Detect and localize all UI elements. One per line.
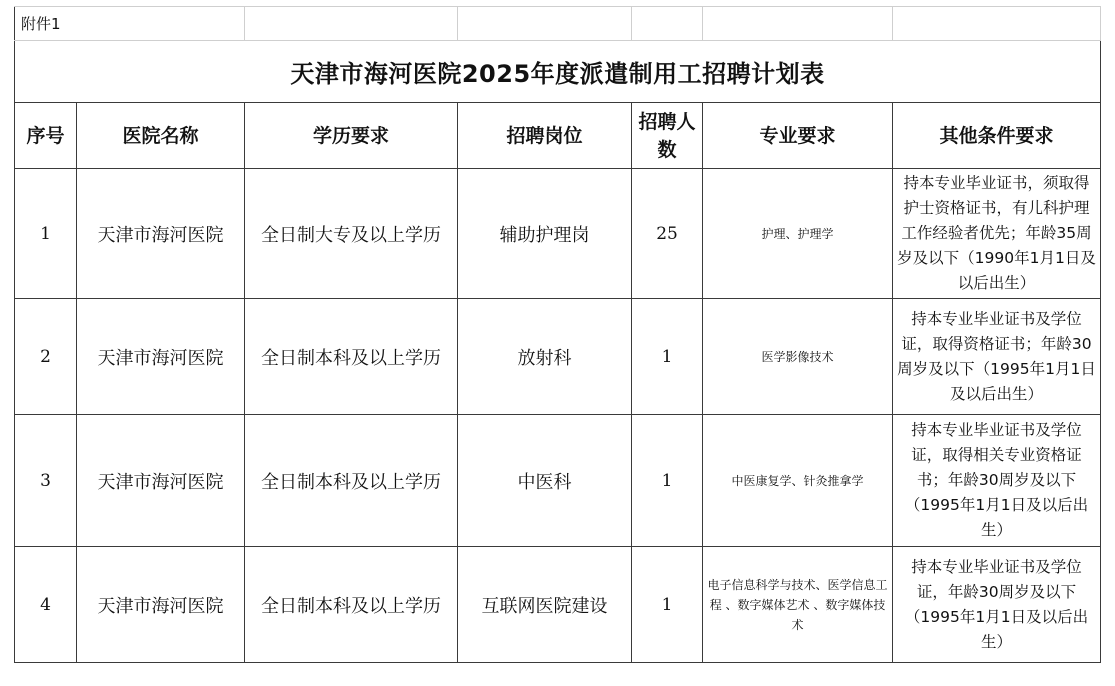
row-index: 1 — [15, 169, 77, 299]
row-education: 全日制大专及以上学历 — [245, 169, 458, 299]
header-education: 学历要求 — [245, 103, 458, 169]
row-conditions: 持本专业毕业证书及学位证，取得相关专业资格证书；年龄30周岁及以下（1995年1月1日及以后出生） — [893, 415, 1101, 547]
recruitment-plan-table — [14, 6, 1101, 663]
row-hospital: 天津市海河医院 — [77, 299, 245, 415]
table-row — [15, 299, 1101, 415]
row-education: 全日制本科及以上学历 — [245, 299, 458, 415]
title-row — [15, 41, 1101, 103]
empty-cell — [703, 7, 893, 41]
row-conditions: 持本专业毕业证书及学位证，年龄30周岁及以下（1995年1月1日及以后出生） — [893, 547, 1101, 663]
table-row — [15, 169, 1101, 299]
row-position: 辅助护理岗 — [458, 169, 632, 299]
row-position: 中医科 — [458, 415, 632, 547]
row-index: 4 — [15, 547, 77, 663]
row-index: 3 — [15, 415, 77, 547]
row-count: 1 — [632, 415, 703, 547]
header-conditions: 其他条件要求 — [893, 103, 1101, 169]
header-major: 专业要求 — [703, 103, 893, 169]
row-major: 护理、护理学 — [703, 169, 893, 299]
table-title: 天津市海河医院2025年度派遣制用工招聘计划表 — [15, 41, 1101, 103]
attachment-label: 附件1 — [15, 7, 245, 41]
row-education: 全日制本科及以上学历 — [245, 415, 458, 547]
header-count: 招聘人数 — [632, 103, 703, 169]
header-index: 序号 — [15, 103, 77, 169]
empty-cell — [632, 7, 703, 41]
row-major: 医学影像技术 — [703, 299, 893, 415]
row-hospital: 天津市海河医院 — [77, 169, 245, 299]
table-row — [15, 415, 1101, 547]
row-position: 互联网医院建设 — [458, 547, 632, 663]
row-conditions: 持本专业毕业证书，须取得护士资格证书，有儿科护理工作经验者优先；年龄35周岁及以下（1990年1月1日及以后出生） — [893, 169, 1101, 299]
header-position: 招聘岗位 — [458, 103, 632, 169]
row-major: 中医康复学、针灸推拿学 — [703, 415, 893, 547]
row-count: 1 — [632, 547, 703, 663]
empty-cell — [245, 7, 458, 41]
row-hospital: 天津市海河医院 — [77, 547, 245, 663]
empty-cell — [458, 7, 632, 41]
table-row — [15, 547, 1101, 663]
header-hospital: 医院名称 — [77, 103, 245, 169]
row-conditions: 持本专业毕业证书及学位证，取得资格证书；年龄30周岁及以下（1995年1月1日及以后出生） — [893, 299, 1101, 415]
empty-cell — [893, 7, 1101, 41]
row-education: 全日制本科及以上学历 — [245, 547, 458, 663]
row-position: 放射科 — [458, 299, 632, 415]
row-hospital: 天津市海河医院 — [77, 415, 245, 547]
header-row — [15, 103, 1101, 169]
row-index: 2 — [15, 299, 77, 415]
row-count: 1 — [632, 299, 703, 415]
row-count: 25 — [632, 169, 703, 299]
row-major: 电子信息科学与技术、医学信息工程 、数字媒体艺术 、数字媒体技术 — [703, 547, 893, 663]
attachment-row — [15, 7, 1101, 41]
